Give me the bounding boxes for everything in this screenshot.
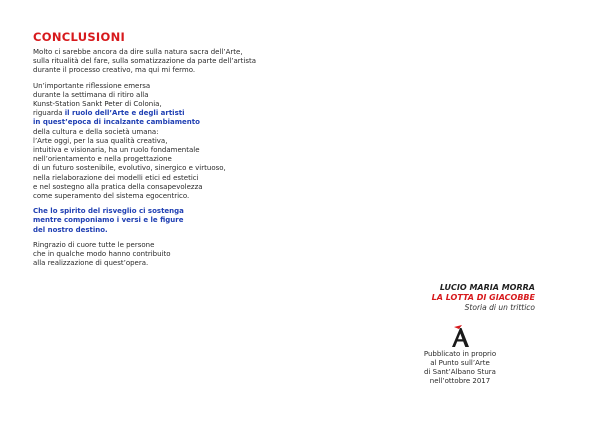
publisher-line: Pubblicato in proprio: [423, 350, 497, 358]
text-line: che in qualche modo hanno contribuito: [33, 250, 171, 259]
publisher-line: al Punto sull’Arte: [430, 359, 490, 367]
emphasis-line: Che lo spirito del risveglio ci sostenga: [33, 207, 184, 216]
text-line: Un’importante riflessione emersa: [33, 81, 151, 90]
text-line: della cultura e della società umana:: [33, 127, 159, 136]
text-line: durante il processo creativo, ma qui mi fermo.: [33, 66, 196, 75]
text-line: nell’orientamento e nella progettazione: [33, 155, 172, 164]
text-line: l’Arte oggi, per la sua qualità creativa,: [33, 136, 168, 145]
text-line: Kunst-Station Sankt Peter di Colonia,: [33, 100, 162, 109]
text-line: di un futuro sostenibile, evolutivo, sinergico e virtuoso,: [33, 164, 226, 173]
book-subtitle: Storia di un trittico: [464, 303, 535, 312]
publisher-info: [390, 350, 530, 386]
text-line: alla realizzazione di quest’opera.: [33, 259, 149, 268]
paragraph-4: [33, 241, 303, 269]
publisher-a-logo-icon: [445, 323, 475, 349]
publisher-line: di Sant’Albano Stura: [424, 368, 496, 376]
paragraph-1: [33, 48, 303, 76]
publisher-line: nell’ottobre 2017: [429, 377, 491, 385]
paragraph-2: [33, 82, 303, 202]
paragraph-3: [33, 207, 303, 235]
author-block: [385, 283, 535, 313]
text-line: nella rielaborazione dei modelli etici ed estetici: [33, 173, 199, 182]
text-line: Ringrazio di cuore tutte le persone: [33, 240, 155, 249]
emphasis-line: del nostro destino.: [33, 225, 108, 234]
emphasis-line: mentre componiamo i versi e le figure: [33, 216, 184, 225]
book-title: LA LOTTA DI GIACOBBE: [431, 293, 535, 302]
section-heading: CONCLUSIONI: [33, 30, 126, 44]
emphasis-line: in quest’epoca di incalzante cambiamento: [33, 118, 200, 127]
text-line: sulla ritualità del fare, sulla somatizzazione da parte dell’artista: [33, 57, 257, 66]
text-line: come superamento del sistema egocentrico.: [33, 192, 190, 201]
conclusions-section: [33, 30, 303, 274]
text-line-mixed: [33, 109, 303, 118]
author-name: LUCIO MARIA MORRA: [439, 283, 535, 292]
text-line: Molto ci sarebbe ancora da dire sulla natura sacra dell’Arte,: [33, 48, 243, 56]
text-line: durante la settimana di ritiro alla: [33, 90, 149, 99]
publisher-a-logo-icon: [445, 323, 475, 349]
emphasis-text: il ruolo dell’Arte e degli artisti: [64, 109, 185, 118]
text-line: e nel sostegno alla pratica della consapevolezza: [33, 182, 203, 191]
text-prefix: riguarda: [33, 109, 65, 118]
text-line: intuitiva e visionaria, ha un ruolo fondamentale: [33, 146, 200, 155]
